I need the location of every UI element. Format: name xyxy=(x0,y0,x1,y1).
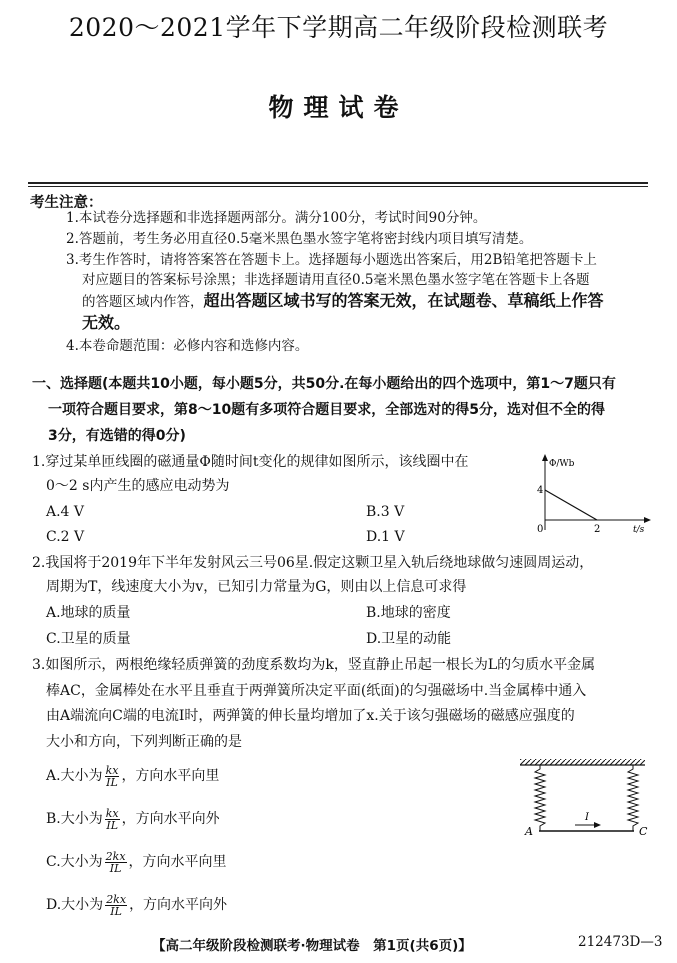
exam-title: 2020～2021学年下学期高二年级阶段检测联考 xyxy=(68,13,609,42)
notice-line-4: 对应题目的答案标号涂黑；非选择题请用直径0.5毫米黑色墨水签字笔在答题卡上各题 xyxy=(82,272,590,288)
q1-option-a: A.4 V xyxy=(46,504,85,520)
notice-line-1: 1.本试卷分选择题和非选择题两部分。满分100分，考试时间90分钟。 xyxy=(66,210,487,226)
q1-flux-graph xyxy=(505,452,655,537)
q3-stem-line-3: 由A端流向C端的电流I时，两弹簧的伸长量均增加了x.关于该匀强磁场的磁感应强度的 xyxy=(46,708,575,724)
q3-option-d xyxy=(46,891,227,919)
y-tick-label: 4 xyxy=(537,485,544,496)
q3-stem-line-4: 大小和方向，下列判断正确的是 xyxy=(46,734,242,750)
q1-stem-line-1: 1.穿过某单匝线圈的磁通量Φ随时间t变化的规律如图所示，该线圈中在 xyxy=(32,454,469,470)
notice-line-2: 2.答题前，考生务必用直径0.5毫米黑色墨水签字笔将密封线内项目填写清楚。 xyxy=(66,231,533,247)
subject-title: 物理试卷 xyxy=(268,93,409,122)
fraction-numerator: kx xyxy=(105,763,119,777)
notice-line-5-text: 的答题区域内作答， xyxy=(82,294,204,310)
fraction xyxy=(105,765,120,788)
current-label: I xyxy=(585,812,589,823)
notice-line-6: 无效。 xyxy=(82,313,131,332)
q2-option-c: C.卫星的质量 xyxy=(46,631,131,647)
section-heading-line-1: 一、选择题(本题共10小题，每小题5分，共50分.在每小题给出的四个选项中，第1～7题只有 xyxy=(32,376,616,392)
q3-option-c-suffix: ，方向水平向里 xyxy=(128,854,227,870)
q1-option-b: B.3 V xyxy=(366,504,405,520)
q3-stem-line-1: 3.如图所示，两根绝缘轻质弹簧的劲度系数均为k，竖直静止吊起一根长为L的匀质水平金属 xyxy=(32,657,596,673)
notice-line-7: 4.本卷命题范围：必修内容和选修内容。 xyxy=(66,338,309,354)
fraction xyxy=(105,894,127,917)
q3-option-c-prefix: C.大小为 xyxy=(46,854,103,870)
notice-line-3: 3.考生作答时，请将答案答在答题卡上。选择题每小题选出答案后，用2B铅笔把答题卡上 xyxy=(66,252,597,268)
q3-option-c xyxy=(46,848,227,876)
q3-option-a-prefix: A.大小为 xyxy=(46,768,103,784)
paper-code: 212473D—3 xyxy=(578,934,663,950)
q3-option-b-prefix: B.大小为 xyxy=(46,811,103,827)
notice-title: 考生注意： xyxy=(30,195,103,211)
end-a-label: A xyxy=(525,825,533,838)
fraction xyxy=(105,851,127,874)
flux-line xyxy=(545,490,597,520)
fraction xyxy=(105,808,120,831)
q2-option-d: D.卫星的动能 xyxy=(366,631,452,647)
right-spring xyxy=(628,765,638,831)
page-footer: 【高二年级阶段检测联考·物理试卷 第1页(共6页)】 xyxy=(152,938,472,954)
q3-spring-figure xyxy=(515,755,655,847)
x-axis-arrow xyxy=(644,517,651,523)
current-arrow-head xyxy=(594,822,601,828)
q3-option-d-suffix: ，方向水平向外 xyxy=(129,897,228,913)
q2-stem-line-2: 周期为T，线速度大小为v，已知引力常量为G，则由以上信息可求得 xyxy=(46,579,467,595)
fraction-numerator: 2kx xyxy=(106,892,127,906)
end-c-label: C xyxy=(639,825,648,838)
section-heading-line-2: 一项符合题目要求，第8～10题有多项符合题目要求，全部选对的得5分，选对但不全的得 xyxy=(48,402,605,418)
q3-option-a xyxy=(46,762,219,790)
q3-option-d-prefix: D.大小为 xyxy=(46,897,104,913)
divider-thick xyxy=(28,182,648,184)
notice-emphasis: 超出答题区域书写的答案无效，在试题卷、草稿纸上作答 xyxy=(203,291,604,310)
q1-stem-line-2: 0～2 s内产生的感应电动势为 xyxy=(46,478,230,494)
fraction-numerator: kx xyxy=(105,806,119,820)
divider-thin xyxy=(28,186,648,187)
x-axis-label: t/s xyxy=(633,525,645,535)
x-tick-label: 2 xyxy=(594,524,601,535)
y-axis-label: Φ/Wb xyxy=(549,459,575,469)
q3-option-b xyxy=(46,805,220,833)
ceiling-hatch xyxy=(520,759,645,765)
fraction-denominator: IL xyxy=(106,775,118,789)
fraction-denominator: IL xyxy=(109,861,122,875)
notice-line-5a xyxy=(82,291,604,312)
q2-stem-line-1: 2.我国将于2019年下半年发射风云三号06星.假定这颗卫星入轨后绕地球做匀速圆周运动， xyxy=(32,555,594,571)
q3-option-a-suffix: ，方向水平向里 xyxy=(121,768,220,784)
y-axis-arrow xyxy=(542,454,548,461)
q2-option-a: A.地球的质量 xyxy=(46,605,131,621)
q2-option-b: B.地球的密度 xyxy=(366,605,451,621)
q1-option-c: C.2 V xyxy=(46,529,85,545)
q3-option-b-suffix: ，方向水平向外 xyxy=(121,811,220,827)
section-heading-line-3: 3分，有选错的得0分) xyxy=(48,428,186,444)
fraction-denominator: IL xyxy=(106,818,119,832)
origin-label: 0 xyxy=(537,524,544,535)
fraction-numerator: 2kx xyxy=(105,849,126,863)
q3-stem-line-2: 棒AC，金属棒处在水平且垂直于两弹簧所决定平面(纸面)的匀强磁场中.当金属棒中通入 xyxy=(46,683,587,699)
q1-option-d: D.1 V xyxy=(366,529,405,545)
left-spring xyxy=(535,765,545,831)
fraction-denominator: IL xyxy=(110,904,122,918)
